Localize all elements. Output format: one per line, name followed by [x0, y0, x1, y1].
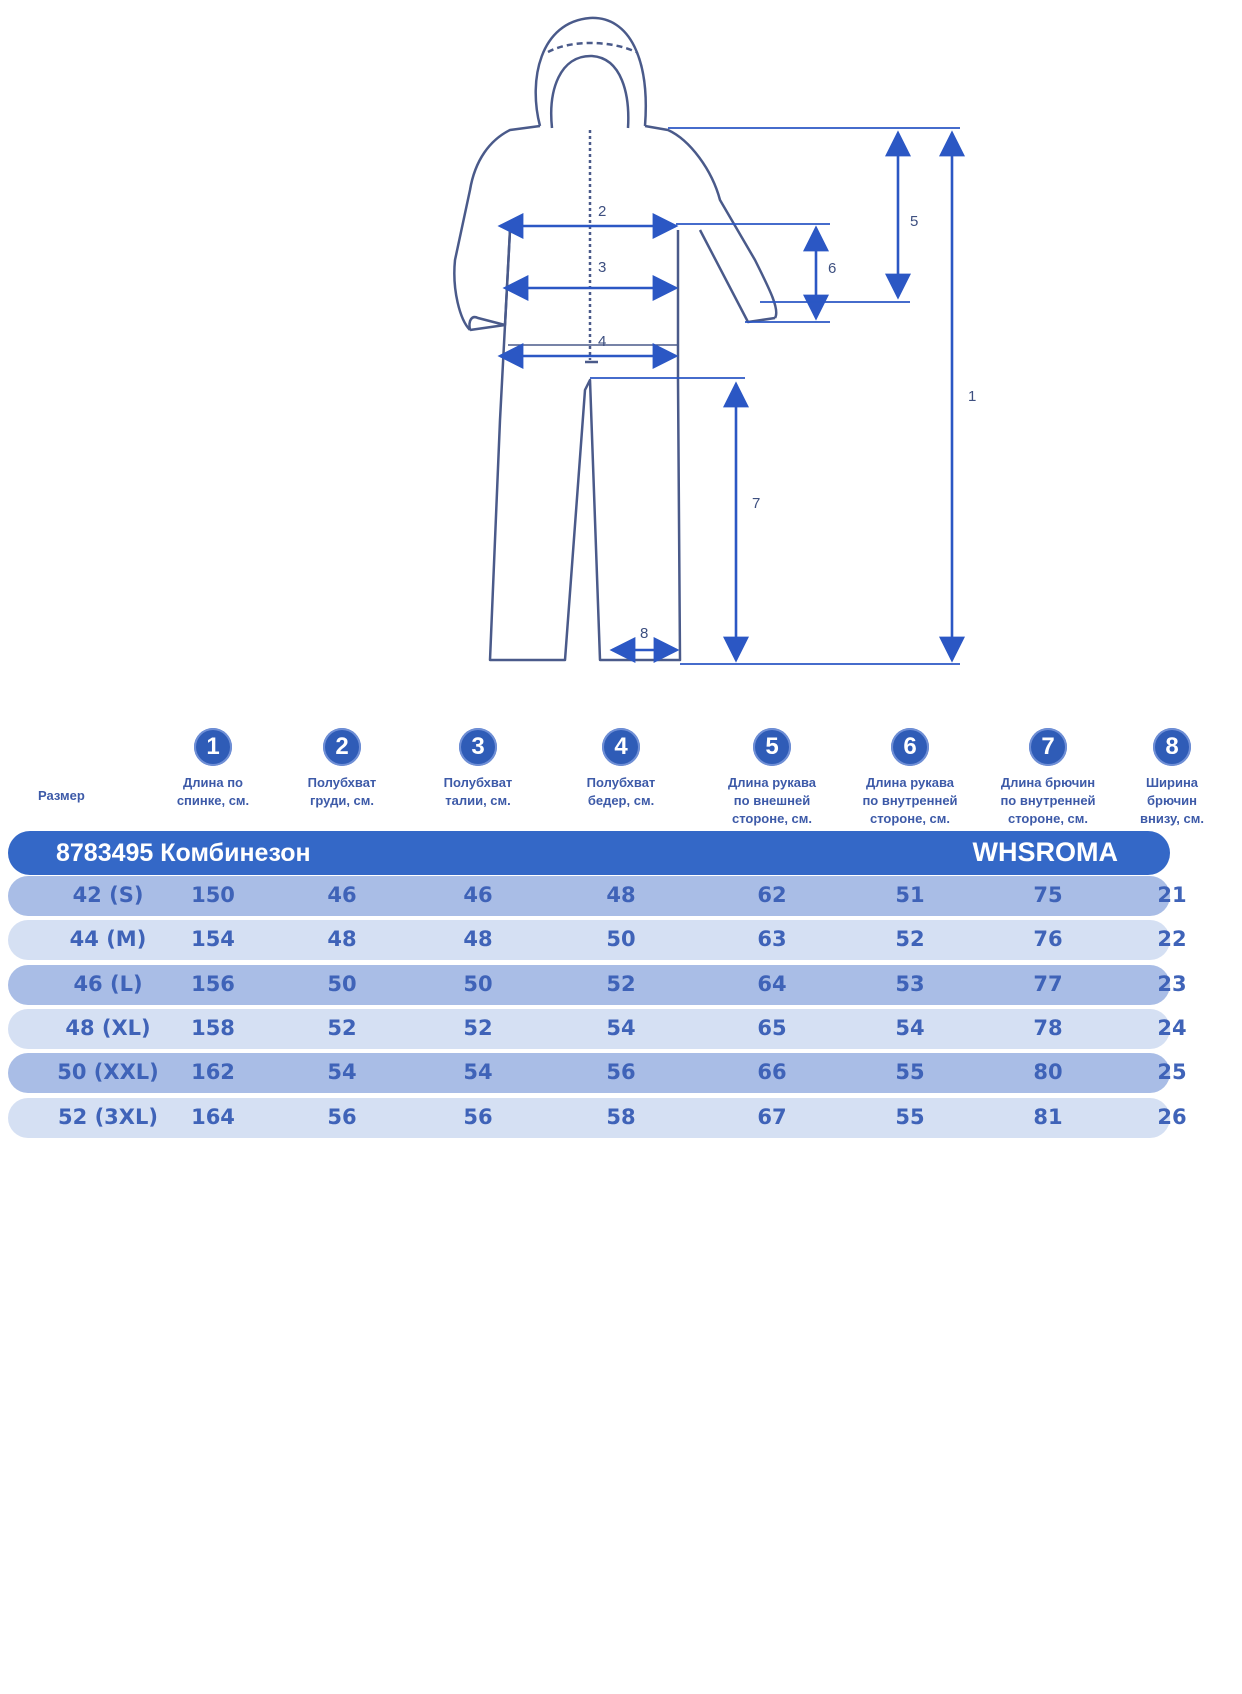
- column-label-line: брючин: [1147, 793, 1197, 808]
- measure-cell: 54: [463, 1060, 493, 1085]
- measure-cell: 46: [463, 883, 493, 907]
- measure-cell: 48: [606, 883, 636, 907]
- column-number-badge: 1: [194, 728, 232, 766]
- column-header-2: [272, 728, 412, 810]
- measure-cell: 56: [327, 1104, 357, 1129]
- measure-cell: 26: [1157, 1104, 1187, 1129]
- column-label-line: спинке, см.: [176, 793, 250, 808]
- measure-cell: 62: [757, 883, 787, 907]
- measure-cell: 64: [757, 971, 787, 996]
- guide-lines: [590, 128, 960, 664]
- column-number-badge: 4: [602, 728, 640, 766]
- measure-cell: 67: [757, 1104, 787, 1129]
- measure-cell: 54: [606, 1015, 636, 1040]
- measure-cell: 22: [1157, 927, 1187, 952]
- measure-number-1: 1: [968, 388, 977, 405]
- measure-cell: 58: [606, 1104, 636, 1129]
- measure-cell: 54: [895, 1015, 925, 1040]
- column-label-line: Длина рукава: [866, 775, 954, 790]
- measure-cell: 52: [895, 927, 925, 952]
- column-label: [272, 774, 412, 810]
- measure-number-8: 8: [640, 625, 649, 642]
- measure-cell: 55: [895, 1060, 925, 1085]
- table-row: [8, 1098, 1187, 1138]
- column-header-4: [551, 728, 691, 810]
- size-cell: 50 (XXL): [57, 1060, 159, 1085]
- size-cell: 42 (S): [72, 883, 144, 907]
- column-label-line: Длина брючин: [1000, 775, 1096, 790]
- measure-cell: 48: [463, 927, 493, 952]
- measure-cell: 164: [191, 1104, 235, 1129]
- coverall-outline: [454, 18, 776, 660]
- column-label-line: талии, см.: [445, 793, 511, 808]
- column-header-7: [978, 728, 1118, 828]
- measure-cell: 150: [191, 883, 235, 907]
- measure-cell: 50: [606, 927, 636, 952]
- column-label: [1102, 774, 1242, 828]
- measure-number-3: 3: [598, 259, 607, 276]
- measure-cell: 81: [1033, 1104, 1063, 1129]
- measure-number-5: 5: [910, 213, 919, 230]
- column-label-line: груди, см.: [309, 793, 375, 808]
- measure-number-4: 4: [598, 333, 607, 350]
- measure-cell: 52: [327, 1015, 357, 1040]
- column-label-line: Полубхват: [443, 775, 513, 790]
- measure-cell: 78: [1033, 1015, 1063, 1040]
- size-cell: 46 (L): [73, 971, 143, 996]
- column-header-1: [143, 728, 283, 810]
- column-label-line: Длина рукава: [728, 775, 816, 790]
- garment-diagram: [0, 0, 1195, 680]
- column-label-line: бедер, см.: [587, 793, 655, 808]
- column-label-line: стороне, см.: [1007, 811, 1088, 826]
- column-number-badge: 5: [753, 728, 791, 766]
- size-cell: 44 (M): [69, 927, 147, 952]
- table-row: [8, 1053, 1187, 1093]
- size-cell: 48 (XL): [65, 1015, 151, 1040]
- measure-cell: 21: [1157, 883, 1187, 907]
- measure-cell: 46: [327, 883, 357, 907]
- table-row: [8, 920, 1187, 960]
- measure-cell: 52: [463, 1015, 493, 1040]
- column-label: [143, 774, 283, 810]
- measure-cell: 77: [1033, 971, 1063, 996]
- table-row: [8, 1009, 1187, 1049]
- measure-cell: 25: [1157, 1060, 1187, 1085]
- column-label: [408, 774, 548, 810]
- measure-cell: 63: [757, 927, 787, 952]
- measure-cell: 65: [757, 1015, 787, 1040]
- measure-number-7: 7: [752, 495, 761, 512]
- column-label-line: по внешней: [733, 793, 811, 808]
- column-number-badge: 2: [323, 728, 361, 766]
- measure-cell: 54: [327, 1060, 357, 1085]
- column-label-line: по внутренней: [862, 793, 958, 808]
- column-label-line: стороне, см.: [869, 811, 950, 826]
- measure-number-2: 2: [598, 203, 607, 220]
- measure-cell: 23: [1157, 971, 1187, 996]
- column-label: [551, 774, 691, 810]
- measure-cell: 162: [191, 1060, 235, 1085]
- column-number-badge: 6: [891, 728, 929, 766]
- column-number-badge: 3: [459, 728, 497, 766]
- column-header-6: [840, 728, 980, 828]
- column-label: [978, 774, 1118, 828]
- column-label-line: Ширина: [1145, 775, 1199, 790]
- measure-cell: 66: [757, 1060, 787, 1085]
- measure-cell: 80: [1033, 1060, 1063, 1085]
- column-label-line: внизу, см.: [1140, 811, 1204, 826]
- column-label-line: стороне, см.: [731, 811, 812, 826]
- measure-cell: 52: [606, 971, 636, 996]
- measure-cell: 75: [1033, 883, 1063, 907]
- measure-cell: 56: [606, 1060, 636, 1085]
- column-label-line: по внутренней: [1000, 793, 1096, 808]
- brand-name: WHSROMA: [972, 837, 1118, 867]
- measure-cell: 154: [191, 927, 235, 952]
- column-header-5: [702, 728, 842, 828]
- table-row: [8, 965, 1187, 1005]
- measure-cell: 56: [463, 1104, 493, 1129]
- size-column-header: Размер: [38, 788, 85, 803]
- measure-cell: 156: [191, 971, 235, 996]
- column-label: [702, 774, 842, 828]
- column-label-line: Полубхват: [307, 775, 377, 790]
- column-header-8: [1102, 728, 1242, 828]
- article-title: 8783495 Комбинезон: [56, 839, 311, 867]
- column-number-badge: 7: [1029, 728, 1067, 766]
- measure-cell: 76: [1033, 927, 1063, 952]
- table-row: [8, 876, 1187, 916]
- column-label-line: Длина по: [183, 775, 243, 790]
- column-label: [840, 774, 980, 828]
- column-number-badge: 8: [1153, 728, 1191, 766]
- measure-cell: 51: [895, 883, 925, 907]
- column-label-line: Полубхват: [586, 775, 656, 790]
- column-header-3: [408, 728, 548, 810]
- measure-cell: 158: [191, 1015, 235, 1040]
- measure-cell: 50: [327, 971, 357, 996]
- measure-cell: 55: [895, 1104, 925, 1129]
- measure-cell: 50: [463, 971, 493, 996]
- measure-number-6: 6: [828, 260, 837, 277]
- measure-cell: 53: [895, 971, 925, 996]
- size-cell: 52 (3XL): [58, 1104, 158, 1129]
- measure-cell: 48: [327, 927, 357, 952]
- product-banner: [8, 831, 1170, 875]
- measure-cell: 24: [1157, 1015, 1187, 1040]
